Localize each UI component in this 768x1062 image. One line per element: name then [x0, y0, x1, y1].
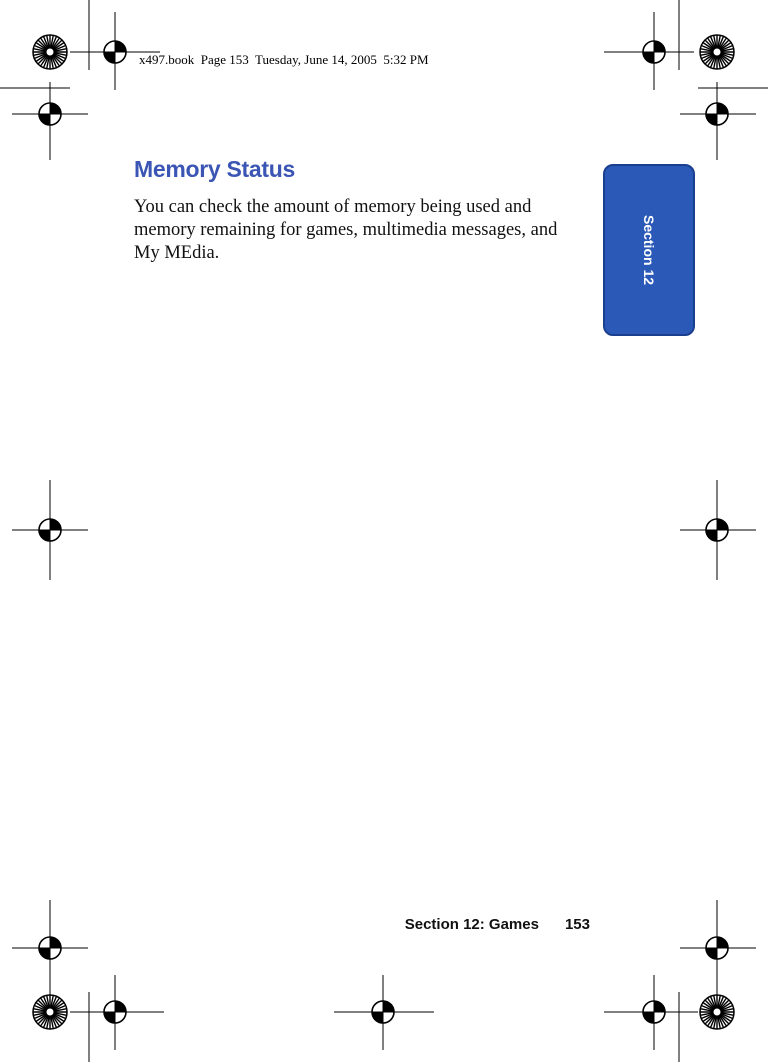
footer-section-label: Section 12: Games [404, 916, 539, 933]
print-header: x497.book Page 153 Tuesday, June 14, 2005 5:32 PM [139, 52, 429, 67]
section-tab-label: Section 12 [641, 214, 657, 286]
page-number: 153 [564, 916, 590, 933]
section-side-tab [603, 164, 695, 336]
body-paragraph: You can check the amount of memory being used and memory remaining for games, multimedia messages, and My MEdia. [134, 197, 558, 263]
section-heading: Memory Status [134, 156, 295, 182]
page-footer [405, 916, 590, 933]
